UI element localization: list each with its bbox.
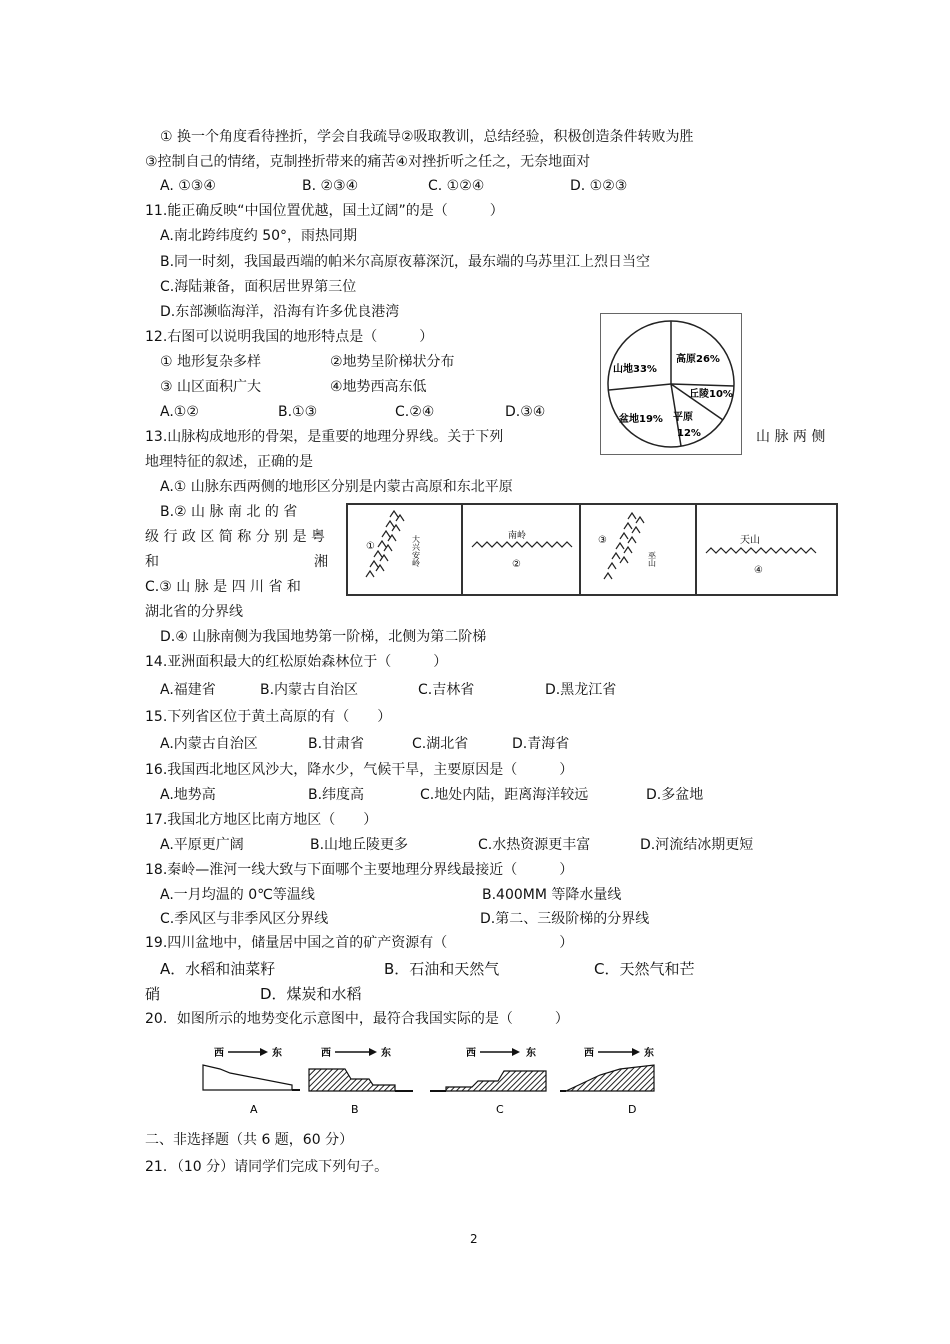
q16-option-c: C.地处内陆，距离海洋较远 [420, 787, 589, 803]
q10-option-b: B. ②③④ [302, 178, 359, 194]
pie-label-plain: 平原 [673, 412, 693, 423]
q10-stem-line1: ① 换一个角度看待挫折，学会自我疏导②吸取教训，总结经验，积极创造条件转败为胜 [160, 129, 694, 145]
q19-option-d: D．煤炭和水稻 [260, 985, 362, 1003]
mountain-range-2-symbol [472, 542, 572, 547]
q16-stem: 16.我国西北地区风沙大，降水少，气候干旱，主要原因是（ ） [145, 762, 574, 778]
profile-a-svg [200, 1045, 300, 1120]
mountain-svg [348, 505, 836, 594]
profile-b [305, 1045, 415, 1120]
mountain-name-4: 天山 [740, 535, 760, 546]
q17-stem: 17.我国北方地区比南方地区（ ） [145, 812, 378, 828]
q13-stem-line2: 地理特征的叙述，正确的是 [145, 454, 313, 470]
pie-divider [609, 384, 671, 390]
profile-b-label: B [351, 1103, 359, 1116]
q19-option-c-continued: 硝 [145, 985, 161, 1003]
q17-option-c: C.水热资源更丰富 [478, 837, 591, 853]
profile-d-arrowhead [632, 1048, 640, 1056]
q14-option-a: A.福建省 [160, 682, 216, 698]
q18-stem: 18.秦岭—淮河一线大致与下面哪个主要地理分界线最接近（ ） [145, 862, 574, 878]
q18-option-a: A.一月均温的 0℃等温线 [160, 887, 315, 903]
profile-d [560, 1045, 665, 1120]
profile-a [200, 1045, 300, 1120]
q14-option-b: B.内蒙古自治区 [260, 682, 359, 698]
mountain-name-2: 南岭 [508, 531, 527, 541]
profile-b-svg [305, 1045, 415, 1120]
q13-option-d: D.④ 山脉南侧为我国地势第一阶梯，北侧为第二阶梯 [160, 629, 487, 645]
profile-c [428, 1045, 553, 1120]
mountain-name-1: 大兴安岭 [411, 535, 421, 567]
q13-option-b-line3a: 和 [145, 554, 159, 570]
q19-option-b: B．石油和天然气 [384, 960, 500, 978]
profile-b-east: 东 [381, 1048, 391, 1059]
q15-option-a: A.内蒙古自治区 [160, 736, 258, 752]
q18-option-b: B.400MM 等降水量线 [482, 887, 622, 903]
q10-option-a: A. ①③④ [160, 178, 216, 194]
q15-option-d: D.青海省 [512, 736, 570, 752]
pie-label-mountain: 山地33% [613, 364, 657, 375]
pie-divider [671, 384, 734, 386]
q11-option-d: D.东部濒临海洋，沿海有许多优良港湾 [160, 304, 400, 320]
mountain-number-4: ④ [754, 565, 763, 576]
q13-option-b-line3b: 湘 [314, 554, 328, 570]
profile-c-svg [428, 1045, 553, 1120]
q11-option-c: C.海陆兼备，面积居世界第三位 [160, 279, 357, 295]
q12-option-a: A.①② [160, 404, 199, 420]
q15-stem: 15.下列省区位于黄土高原的有（ ） [145, 709, 392, 725]
q10-stem-line2: ③控制自己的情绪，克制挫折带来的痛苦④对挫折听之任之，无奈地面对 [145, 154, 591, 170]
q15-option-b: B.甘肃省 [308, 736, 365, 752]
q12-stem: 12.右图可以说明我国的地形特点是（ ） [145, 329, 434, 345]
mountain-diagram [346, 503, 838, 596]
q19-stem: 19.四川盆地中，储量居中国之首的矿产资源有（ ） [145, 935, 574, 951]
mountain-number-2: ② [512, 559, 521, 570]
q16-option-a: A.地势高 [160, 787, 216, 803]
q11-option-a: A.南北跨纬度约 50°，雨热同期 [160, 228, 358, 244]
profile-c-west: 西 [466, 1048, 476, 1059]
q10-option-d: D. ①②③ [570, 178, 628, 194]
q12-item-4: ④地势西高东低 [330, 379, 427, 395]
profile-c-east: 东 [526, 1048, 536, 1059]
profile-a-east: 东 [272, 1048, 282, 1059]
pie-svg [601, 314, 741, 454]
q13-option-c-line1: C.③ 山 脉 是 四 川 省 和 [145, 579, 301, 595]
q12-option-c: C.②④ [395, 404, 435, 420]
q13-option-c-line2: 湖北省的分界线 [145, 604, 243, 620]
pie-label-basin: 盆地19% [619, 414, 663, 425]
mountain-range-4-symbol [706, 548, 816, 553]
q18-option-c: C.季风区与非季风区分界线 [160, 911, 329, 927]
pie-label-plateau: 高原26% [676, 354, 720, 365]
profile-a-west: 西 [214, 1048, 224, 1059]
profile-d-west: 西 [584, 1048, 594, 1059]
q13-stem-b: 山 脉 两 侧 [756, 429, 826, 445]
profile-c-label: C [496, 1103, 504, 1116]
profile-a-terrain [203, 1065, 292, 1090]
section2-title: 二、非选择题（共 6 题，60 分） [145, 1132, 354, 1148]
q14-option-c: C.吉林省 [418, 682, 475, 698]
page-number: 2 [470, 1232, 478, 1246]
terrain-pie-chart [600, 313, 742, 455]
q17-option-b: B.山地丘陵更多 [310, 837, 409, 853]
q16-option-b: B.纬度高 [308, 787, 365, 803]
profile-c-arrowhead [512, 1048, 520, 1056]
q15-option-c: C.湖北省 [412, 736, 469, 752]
mountain-name-3: 巫山 [647, 551, 657, 567]
q12-option-b: B.①③ [278, 404, 318, 420]
q19-option-c: C．天然气和芒 [594, 960, 695, 978]
profile-d-svg [560, 1045, 665, 1120]
q13-option-b-line2: 级 行 政 区 简 称 分 别 是 粤 [145, 529, 326, 545]
q12-option-d: D.③④ [505, 404, 546, 420]
pie-label-hill: 丘陵10% [689, 389, 733, 400]
q12-item-2: ②地势呈阶梯状分布 [330, 354, 455, 370]
profile-b-west: 西 [321, 1048, 331, 1059]
profile-a-label: A [250, 1103, 258, 1116]
q21-stem: 21．（10 分）请同学们完成下列句子。 [145, 1159, 389, 1175]
profile-d-east: 东 [644, 1048, 654, 1059]
q13-stem-a: 13.山脉构成地形的骨架，是重要的地理分界线。关于下列 [145, 429, 504, 445]
q11-stem: 11.能正确反映“中国位置优越，国土辽阔”的是（ ） [145, 203, 504, 219]
q19-option-a: A．水稻和油菜籽 [160, 960, 276, 978]
q14-option-d: D.黑龙江省 [545, 682, 617, 698]
profile-d-label: D [628, 1103, 637, 1116]
q16-option-d: D.多盆地 [646, 787, 704, 803]
q10-option-c: C. ①②④ [428, 178, 485, 194]
profile-d-terrain [566, 1065, 654, 1091]
q12-item-3: ③ 山区面积广大 [160, 379, 262, 395]
pie-label-plain-pct: 12% [677, 428, 701, 439]
q17-option-a: A.平原更广阔 [160, 837, 244, 853]
q14-stem: 14.亚洲面积最大的红松原始森林位于（ ） [145, 654, 448, 670]
mountain-range-3-symbol [604, 513, 644, 579]
profile-c-terrain [446, 1071, 546, 1091]
profile-a-arrowhead [260, 1048, 268, 1056]
mountain-number-1: ① [366, 541, 375, 552]
q17-option-d: D.河流结冰期更短 [640, 837, 754, 853]
profile-b-arrowhead [369, 1048, 377, 1056]
q11-option-b: B.同一时刻，我国最西端的帕米尔高原夜幕深沉，最东端的乌苏里江上烈日当空 [160, 254, 651, 270]
q12-item-1: ① 地形复杂多样 [160, 354, 262, 370]
q13-option-a: A.① 山脉东西两侧的地形区分别是内蒙古高原和东北平原 [160, 479, 513, 495]
q18-option-d: D.第二、三级阶梯的分界线 [480, 911, 650, 927]
q20-stem: 20．如图所示的地势变化示意图中，最符合我国实际的是（ ） [145, 1011, 569, 1027]
profile-b-terrain [309, 1069, 395, 1091]
mountain-number-3: ③ [598, 535, 607, 546]
q13-option-b-line1: B.② 山 脉 南 北 的 省 [160, 504, 298, 520]
